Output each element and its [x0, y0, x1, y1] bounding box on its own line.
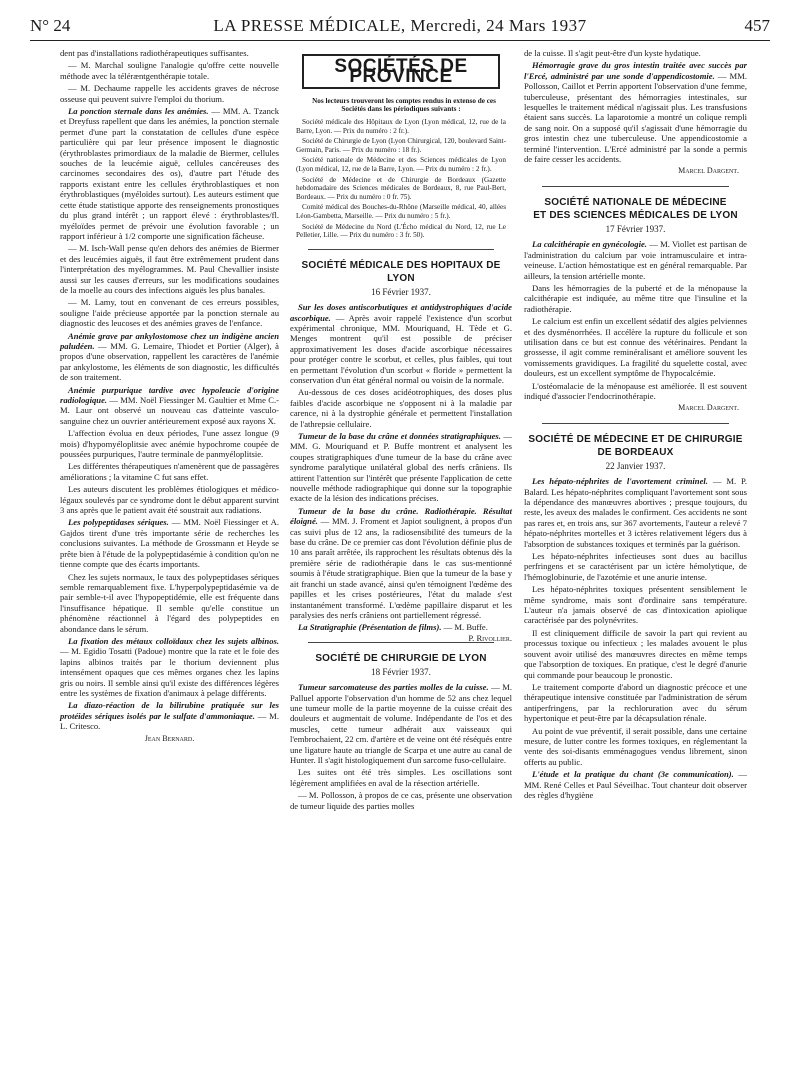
- article-body: — MM. Pollosson, Caillot et Perrin apportent l'observation d'une femme, tuberculeuse, présentant des hémorragies intestinales, sur lesquelles le traitement médical n'agissait plus. Les transfusions étaient sans succès. La laparotomie a montré un colique rempli de sang noir. On a supposé qu'il s'agissait d'une hémorragie du gros intestin chez une tuberculeuse. Une appendicostomie a terminé l'intervention. L'Ercé administré par la sonde a permis de faire cesser les accidents.: [524, 70, 747, 165]
- session-date: 17 Février 1937.: [605, 223, 666, 234]
- article-title: Tumeur de la base du crâne et données stratigraphiques.: [298, 431, 501, 441]
- paragraph: Au point de vue préventif, il serait possible, dans une certaine mesure, de lutter contre les formes toxiques, en réglementant la vente des soi-disants emménagogues vendus librement, sinon offerts au public.: [524, 725, 747, 767]
- article-title: Anémie grave par ankylostomose chez un indigène ancien paludéen.: [60, 330, 279, 351]
- page-header: [30, 10, 770, 41]
- session-date: 16 Février 1937.: [371, 286, 431, 297]
- notice-item: Société de Chirurgie de Lyon (Lyon Chirurgical, 120, boulevard Saint-Germain, Paris. — Prix du numéro : 18 fr.).: [296, 137, 506, 154]
- issue-number: N° 24: [30, 16, 71, 35]
- paragraph: Le traitement comporte d'abord un diagnostic précoce et une thérapeutique intensive constituée par l'administration de sérum antiperfringens, par la rechloruration avec du sérum hypertonique et peut-être par la décapsulation rénale.: [524, 681, 747, 724]
- article: [60, 636, 279, 698]
- notice-item: Société de Médecine du Nord (L'Écho médical du Nord, 12, rue Le Pelletier, Lille. — Prix du numéro : 3 fr. 50).: [296, 222, 506, 240]
- paragraph: dent pas d'installations radiothérapeutiques suffisantes.: [60, 48, 249, 58]
- article-body: — MM. G. Lemaire, Thiodet et Portier (Alger), à propos d'une observation, rappellent les caractères de l'anémie par ankylostome, les éléments de son diagnostic, les difficultés de son traitement.: [60, 340, 280, 383]
- notice-item: Société nationale de Médecine et des Sciences médicales de Lyon (Lyon médical, 12, rue de la Barre, Lyon. — Prix du numéro : 2 fr.).: [296, 156, 506, 173]
- author-signature: Jean Bernard.: [144, 733, 195, 743]
- article: [60, 700, 279, 731]
- article-title: La diazo-réaction de la bilirubine pratiquée sur les protéides sériques isolés par le sulfate d'ammoniaque.: [60, 700, 279, 721]
- divider: [542, 423, 729, 424]
- session-date: 18 Février 1937.: [371, 666, 431, 677]
- article-title: Sur les doses antiscorbutiques et antidystrophiques d'acide ascorbique.: [290, 302, 512, 323]
- paragraph: Dans les hémorragies de la puberté et de la ménopause la calcithérapie est indiquée, au même titre que l'insuline et la radiothérapie.: [524, 282, 747, 314]
- author-signature: Marcel Dargent.: [678, 166, 739, 176]
- paragraph: Les hépato-néphrites toxiques présentent sensiblement le même syndrome, mais sont d'ordinaire sans température. L'auteur n'a jamais observé de cas d'intoxication apiolique caractérisée par des polynévrites.: [524, 584, 747, 626]
- periodicals-notice: [296, 97, 506, 240]
- article-body: — MM. A. Tzanck et Dreyfuss rapellent que dans les anémies, la ponction sternale permet d'une part la constatation de cellules d'une espèce particulière qui par leur présence imposent le diagnostic (érythroblastes primordiaux de la maladie de Biermer, cellules souches de la leucémie aiguë, cellules cancéreuses des carcinomes secondaires des os), d'autre part l'étude des rapports existant entre les cellules érythroblastiques et non érythroblastiques (myéloïdes surtout). Les auteurs estiment que cette étude statistique apporte des renseignements pronostiques du plus grand intérêt ; un rapport élevé : érythroblastes/fl. myéloïdes permet de prévoir une évolution favorable ; un rapport inférieur à 1/2 comporte une signification fâcheuse.: [60, 106, 279, 241]
- notice-item: Société de Médecine et de Chirurgie de Bordeaux (Gazette hebdomadaire des Sciences médicales de Bordeaux, 8, rue Paul-Bert, Bordeaux. — Prix du numéro : 0 fr. 75).: [296, 175, 506, 201]
- paragraph: Les suites ont été très simples. Les oscillations sont légèrement amplifiées en aval de la résection artérielle.: [290, 767, 512, 788]
- article-title: La fixation des métaux colloïdaux chez les sujets albinos.: [68, 635, 279, 646]
- article: [60, 517, 279, 569]
- paragraph: — M. Pollosson, à propos de ce cas, présente une observation de tumeur liquide des parties molles: [290, 790, 512, 811]
- article: [290, 682, 512, 765]
- section-banner: SOCIÉTÉS DE PROVINCE: [302, 54, 500, 89]
- session-date: 22 Janvier 1937.: [605, 460, 666, 471]
- article-body: — MM. René Celles et Paul Séveilhac. Tout chanteur doit observer des règles d'hygiène: [524, 769, 748, 800]
- divider: [308, 249, 494, 250]
- heading-line: ET DES SCIENCES MÉDICALES DE LYON: [533, 209, 738, 221]
- article-title: Tumeur sarcomateuse des parties molles de la cuisse.: [298, 682, 489, 693]
- article-title: Hémorragie grave du gros intestin traitée avec succès par l'Ercé, administré par une sonde d'appendicostomie.: [524, 60, 747, 81]
- article-body: — MM. Noël Fiessinger et A. Gajdos tirent d'une très importante série de recherches les conclusions suivantes. La méthode de Grossmann et Heyde se prête bien à l'étude de la polypeptidasémie à condition qu'on ne tienne compte que des écarts importants.: [60, 517, 279, 570]
- paragraph: Les auteurs discutent les problèmes étiologiques et médico-légaux soulevés par ce syndrome dont le début apparent survint 3 ans après que le patient avait été soustrait aux radiations.: [60, 484, 279, 516]
- article-body: — M. P. Balard. Les hépato-néphrites compliquant l'avortement sont sous la dépendance des manœuvres abortives ; presque toujours, du reste, les aveux des malades le confirment. Ces accidents ne sont pas rares et, en trois ans, sur 367 avortements, l'auteur a relevé 7 hépato-néphrites mortelles et 3 ictères relativement légers dus à l'absorption de substances toxiques et terminés par la guérison.: [524, 476, 747, 549]
- article-body: — Après avoir rappelé l'existence d'un scorbut expérimental chronique, MM. Mouriquand, H. Tède et G. Menges montrent qu'il est possible de préciser approximativement les doses d'acide ascorbique nécessaires pour protéger contre le scorbut, et celles, plus faibles, qui tout en permettant l'évolution d'un scorbut « floride » permettent la conservation d'un état général normal ou voisin de la normale.: [290, 312, 513, 385]
- paragraph: — M. Lamy, tout en convenant de ces erreurs possibles, souligne l'aide précieuse apportée par la ponction sternale au diagnostic des leucoses et des anémies graves de l'enfance.: [60, 297, 279, 329]
- society-heading: SOCIÉTÉ MÉDICALE DES HOPITAUX DE LYON: [301, 259, 501, 284]
- author-signature: P. Rivollier.: [468, 632, 512, 643]
- column-middle: [290, 48, 512, 813]
- divider: [542, 186, 729, 187]
- heading-line: SOCIÉTÉ NATIONALE DE MÉDECINE: [544, 196, 727, 208]
- article: [60, 385, 279, 427]
- notice-intro: Nos lecteurs trouveront les comptes rendus in extenso de ces Sociétés dans les périodiques suivants :: [312, 96, 496, 114]
- article-title: Tumeur de la base du crâne. Radiothérapie. Résultat éloigné.: [290, 505, 512, 527]
- column-left: [60, 48, 279, 748]
- article-body: — M. Viollet est partisan de l'administration du calcium par voie intramusculaire et intra-veineuse. L'action hémostatique est en général remarquable. Par ailleurs, la tension artérielle monte.: [524, 239, 747, 281]
- article-body: — MM. J. Froment et Japiot soulignent, à propos d'un cas suivi plus de 12 ans, la radiosensibilité des tumeurs de la base du crâne. De ce premier cas dont l'évolution définie plus de 10 ans paraît arrêtée, ils rapprochent les résultats obtenus dès la première série de radiothérapie dans le cas sus-mentionné soumis à l'étude stratigraphique. Bien que la tumeur de la base y ait franchi un stade avancé, ainsi qu'en témoignent l'œdème des papilles et les crises postérieures, l'état du malade s'est instantanément transformé. L'œdème papillaire disparut et les paralysies des nerfs crâniens ont partiellement régressé.: [290, 516, 512, 620]
- article-body: — M. Buffe.: [443, 622, 488, 633]
- society-heading: [524, 196, 747, 222]
- article-title: La calcithérapie en gynécologie.: [532, 239, 647, 250]
- paragraph: Les différentes thérapeutiques n'amenèrent que de passagères améliorations ; la vitamine C fut sans effet.: [60, 461, 279, 482]
- journal-title: LA PRESSE MÉDICALE, Mercredi, 24 Mars 1937: [213, 16, 587, 35]
- heading-line: DE BORDEAUX: [597, 446, 674, 458]
- article: [524, 476, 747, 549]
- paragraph: — M. Marchal souligne l'analogie qu'offre cette nouvelle méthode avec la téléræntgenthérapie totale.: [60, 60, 279, 81]
- paragraph: Le calcium est enfin un excellent sédatif des algies pelviennes et des dysménorrhées. Il accélère la rupture du follicule et son utilisation dans ce but est connue des vétérinaires. Pendant la grossesse, il agit comme reminéralisant et améliore souvent les vomissements gravidiques. La fragilité du squelette costal, avec douleurs, est un excellent symptôme de l'hypocalcémie.: [524, 316, 747, 379]
- heading-line: SOCIÉTÉ DE MÉDECINE ET DE CHIRURGIE: [528, 433, 743, 445]
- paragraph: L'affection évolua en deux périodes, l'une assez longue (9 mois) d'hypomyéloplitsie avec anémie hypochrome coupée de poussées purpuriques, l'autre terminale de panmyéloplitsie.: [60, 428, 279, 460]
- paragraph: Les hépato-néphrites infectieuses sont dues au bacillus perfringens et se caractérisent par un ictère hémolytique, de l'hémoglobinurie, de l'azotémie et une anurie intense.: [524, 551, 747, 582]
- paragraph: — M. Dechaume rappelle les accidents graves de nécrose osseuse qui peuvent suivre l'emploi du thorium.: [60, 83, 279, 104]
- article-body: — M. Palluel apporte l'observation d'un homme de 52 ans chez lequel une tumeur molle de la partie moyenne de la cuisse créait des douleurs et augmentait de volume. Indépendante de l'os et des muscles, cette tumeur adhérait aux vaisseaux qui l'embrochaient, 22 cm. d'artère et de veine ont été réséqués entre une ligature haute au triangle de Scarpa et une autre au canal de Hunter. Il s'agit histologiquement d'un sarcome fuso-cellulaire.: [290, 682, 512, 765]
- article: [290, 622, 512, 643]
- article-title: Anémie purpurique tardive avec hypoleucie d'origine radiologique.: [60, 384, 279, 405]
- article-body: — MM. G. Mouriquand et P. Buffe montrent et analysent les coupes stratigraphiques d'une tumeur de la base du crâne avec syndrome paralytique unilatéral global des nerfs crâniens. Ils attirent l'attention sur l'intérêt que présente l'application de cette nouvelle méthode radiographique qui donne sur la topographie exacte de la lésion des indications précises.: [290, 431, 512, 504]
- paragraph: — M. Isch-Wall pense qu'en dehors des anémies de Biermer et des leucémies aiguës, il faut être extrêmement prudent dans l'interprétation des myélogrammes. M. Paul Chevallier insiste aussi sur les causes d'erreurs, sur les modifications soudaines de la moelle au cours des infections aiguës les plus banales.: [60, 243, 279, 295]
- paragraph: Chez les sujets normaux, le taux des polypeptidases sériques semble remarquablement fixe. L'hyperpolypeptidasémie va de pair semble-t-il avec l'hypopeptidémie, elle est fréquente dans l'insuffisance hépatique. Il semble qu'elle constitue un phénomène réactionnel à l'égard des polypeptides en abondance dans le sérum.: [60, 571, 279, 634]
- article: [524, 239, 747, 281]
- author-signature: Marcel Dargent.: [678, 403, 739, 413]
- article: [524, 60, 747, 164]
- article: [60, 106, 279, 241]
- column-right: [524, 48, 747, 802]
- article: [524, 769, 747, 800]
- article-title: L'étude et la pratique du chant (3e communication).: [532, 769, 734, 780]
- society-heading: SOCIÉTÉ DE CHIRURGIE DE LYON: [315, 652, 487, 664]
- article-body: — M. Egidio Tosatti (Padoue) montre que la rate et le foie des lapins albinos traités par le thorium deviennent plus intensément opaques que ces mêmes organes chez les lapins gris ou noirs. Il semble ainsi qu'il existe des différences légères entre les systèmes de fixation d'animaux à pelage différents.: [60, 646, 279, 698]
- article-title: La ponction sternale dans les anémies.: [68, 106, 209, 117]
- article-title: Les polypeptidases sériques.: [68, 517, 169, 528]
- notice-item: Société médicale des Hôpitaux de Lyon (Lyon médical, 12, rue de la Barre, Lyon. — Prix du numéro : 2 fr.).: [296, 118, 506, 135]
- notice-item: Comité médical des Bouches-du-Rhône (Marseille médical, 40, allées Léon-Gambetta, Marseille. — Prix du numéro : 5 fr.).: [296, 203, 506, 220]
- paragraph: Il est cliniquement difficile de savoir la part qui revient au processus toxique ou infectieux ; les malades avouent le plus souvent avoir utilisé des manœuvres directes en même temps que l'absorption de toxiques. En pratique, c'est le degré d'anurie qui commande pour beaucoup le pronostic.: [524, 627, 747, 680]
- article-body: — M. L. Critesco.: [60, 710, 279, 732]
- article-title: Les hépato-néphrites de l'avortement criminel.: [532, 476, 708, 487]
- article: [290, 506, 512, 620]
- paragraph: L'ostéomalacie de la ménopause est améliorée. Il est souvent indiqué d'associer l'endocrinothérapie.: [524, 380, 747, 401]
- society-heading: [524, 433, 747, 459]
- article-title: La Stratigraphie (Présentation de films).: [298, 622, 442, 633]
- article: [290, 431, 512, 504]
- article-body: — MM. Noël Fiessinger M. Gaultier et Mme C.-M. Laur ont observé un nouveau cas d'atteinte vasculo-sanguine chez un ouvrier antérieurement exposé aux rayons X.: [60, 395, 279, 426]
- article: [290, 302, 512, 385]
- paragraph: de la cuisse. Il s'agit peut-être d'un kyste hydatique.: [524, 48, 701, 58]
- page-number: 457: [744, 16, 770, 35]
- paragraph: Au-dessous de ces doses acidéotrophiques, des doses plus faibles d'acide ascorbique ne s'opposent ni à la maladie par carence, ni à la dystrophie générale et permettent l'installation de l'athrepsie cellulaire.: [290, 387, 512, 429]
- article: [60, 331, 279, 383]
